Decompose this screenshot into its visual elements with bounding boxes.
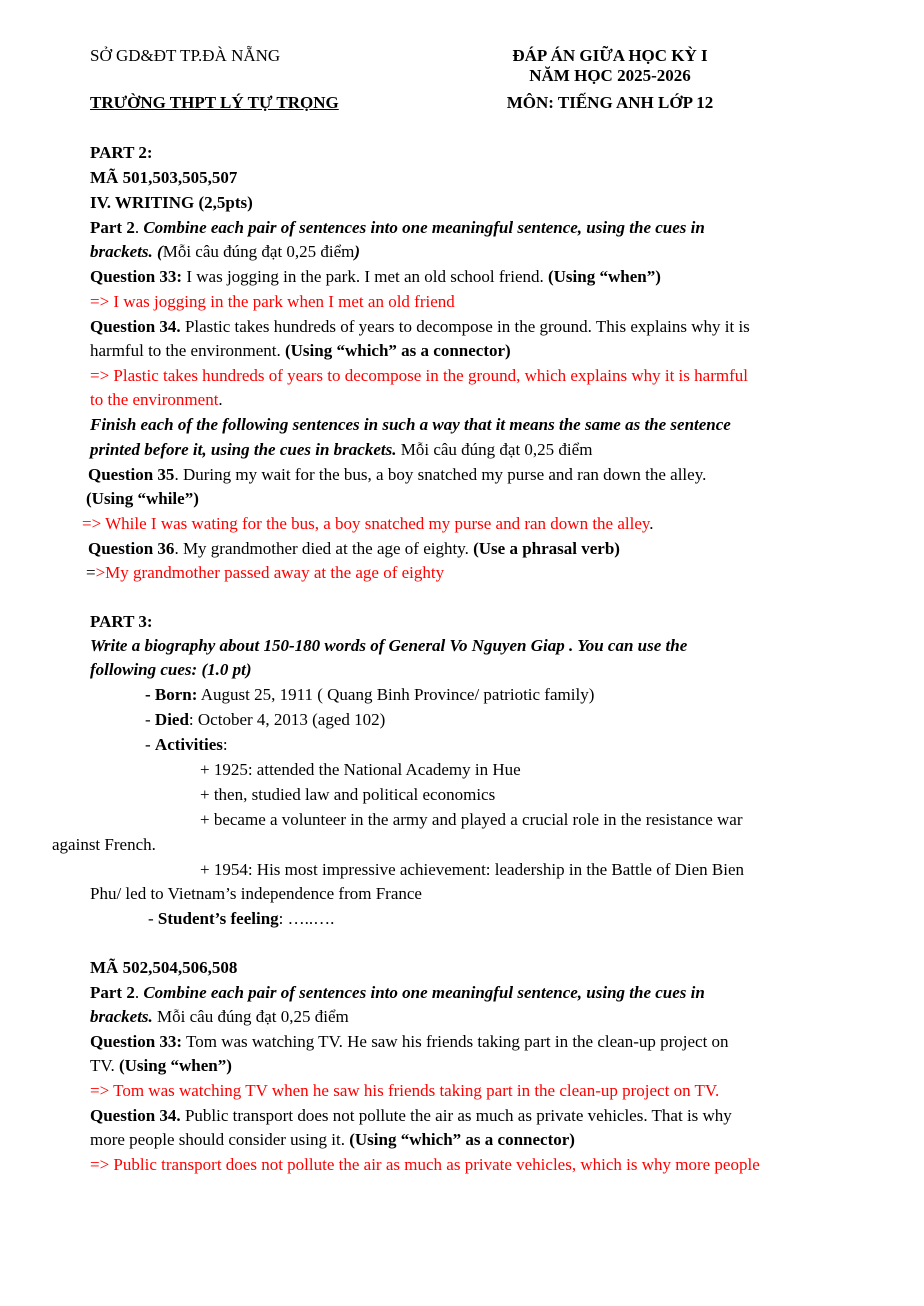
question-cue: (Using “which” as a connector): [284, 341, 511, 360]
question-label: Question 34.: [90, 317, 181, 336]
activity-army-line1: + became a volunteer in the army and played a crucial role in the resistance war: [200, 810, 743, 829]
subject-line: MÔN: TIẾNG ANH LỚP 12: [506, 93, 714, 112]
answer-end: .: [649, 514, 654, 533]
question-36: [88, 539, 620, 559]
answer-34-b: => Public transport does not pollute the air as much as private vehicles, which is why more people: [90, 1155, 760, 1174]
answer-33: => I was jogging in the park when I met an old friend: [90, 292, 455, 311]
answer-text: >My grandmother passed away at the age of eighty: [95, 563, 445, 582]
activity-army-line2: against French.: [52, 835, 156, 854]
instruction-1-line1: Part 2. Combine each pair of sentences into one meaningful sentence, using the cues in: [90, 218, 705, 237]
question-33-b-line1: [90, 1032, 729, 1052]
question-34-line1: [90, 317, 750, 337]
question-text: . During my wait for the bus, a boy snatched my purse and ran down the alley.: [174, 465, 707, 484]
answer-36: [86, 563, 444, 583]
question-35-cue: (Using “while”): [86, 489, 199, 508]
question-label: Question 33:: [90, 267, 183, 286]
cue-text: : October 4, 2013 (aged 102): [188, 710, 386, 729]
question-cue: (Using “which” as a connector): [349, 1130, 575, 1149]
answer-33-b: => Tom was watching TV when he saw his friends taking part in the clean-up project on TV.: [90, 1081, 720, 1100]
instruction-2-line2: [90, 1007, 349, 1027]
part2-heading: PART 2:: [90, 143, 153, 162]
question-text: Public transport does not pollute the air as much as private vehicles. That is why: [180, 1106, 732, 1125]
finish-instruction-line1: Finish each of the following sentences in such a way that it means the same as the sentence: [90, 415, 731, 434]
instruction-lead: Part 2: [90, 983, 135, 1002]
question-text: . My grandmother died at the age of eighty.: [174, 539, 474, 558]
department-name: SỞ GD&ĐT TP.ĐÀ NẴNG: [90, 46, 281, 65]
answer-text: to the environment: [90, 390, 219, 409]
cue-died: [145, 710, 385, 730]
paren-open: (: [157, 242, 163, 261]
question-label: Question 33:: [90, 1032, 183, 1051]
question-cue: (Use a phrasal verb): [473, 539, 620, 558]
activity-1925: + 1925: attended the National Academy in Hue: [200, 760, 521, 779]
instruction-text: Combine each pair of sentences into one meaningful sentence, using the cues in: [143, 983, 705, 1002]
school-year: NĂM HỌC 2025-2026: [529, 66, 691, 85]
finish-instruction-line2: [90, 440, 592, 460]
part3-prompt-line1: Write a biography about 150-180 words of General Vo Nguyen Giap . You can use the: [90, 636, 688, 655]
instruction-text-cont: brackets.: [90, 1007, 153, 1026]
question-label: Question 36: [88, 539, 175, 558]
instruction-text: Combine each pair of sentences into one meaningful sentence, using the cues in: [143, 218, 705, 237]
answer-arrow: =: [86, 563, 96, 582]
instruction-text: printed before it, using the cues in brackets.: [90, 440, 397, 459]
activity-1954-line2: Phu/ led to Vietnam’s independence from France: [90, 884, 422, 903]
question-text: Tom was watching TV. He saw his friends taking part in the clean-up project on: [182, 1032, 729, 1051]
cue-dash: -: [145, 710, 155, 729]
part3-prompt-line2: following cues: (1.0 pt): [90, 660, 252, 679]
cue-colon: :: [222, 735, 228, 754]
instruction-text-cont: brackets.: [90, 242, 153, 261]
cue-born: [145, 685, 594, 705]
doc-title: ĐÁP ÁN GIỮA HỌC KỲ I: [512, 46, 708, 65]
question-label: Question 35: [88, 465, 175, 484]
score-note: Mỗi câu đúng đạt 0,25 điểm: [152, 1007, 349, 1026]
instruction-2-line1: Part 2. Combine each pair of sentences into one meaningful sentence, using the cues in: [90, 983, 705, 1002]
cue-activities: [145, 735, 228, 755]
question-cue: (Using “when”): [547, 267, 661, 286]
cue-text: : …..….: [278, 909, 335, 928]
cue-dash: -: [148, 909, 158, 928]
answer-text: => While I was wating for the bus, a boy snatched my purse and ran down the alley: [82, 514, 650, 533]
question-34-b-line1: [90, 1106, 732, 1126]
cue-label: Student’s feeling: [157, 909, 279, 928]
question-35: [88, 465, 706, 485]
question-text: more people should consider using it.: [90, 1130, 350, 1149]
cue-label: Activities: [154, 735, 223, 754]
score-note: Mỗi câu đúng đạt 0,25 điểm: [162, 242, 355, 261]
question-text: harmful to the environment.: [90, 341, 285, 360]
cue-feeling: [148, 909, 334, 929]
activity-studies: + then, studied law and political economics: [200, 785, 496, 804]
exam-code-2: MÃ 502,504,506,508: [90, 958, 238, 977]
score-note: Mỗi câu đúng đạt 0,25 điểm: [396, 440, 593, 459]
paren-close: ): [354, 242, 361, 261]
question-label: Question 34.: [90, 1106, 181, 1125]
answer-35: [82, 514, 654, 534]
answer-end: .: [218, 390, 223, 409]
question-34-b-line2: [90, 1130, 575, 1150]
cue-label: - Born:: [145, 685, 198, 704]
question-text: TV.: [90, 1056, 119, 1075]
cue-text: August 25, 1911 ( Quang Binh Province/ patriotic family): [197, 685, 595, 704]
school-name: TRƯỜNG THPT LÝ TỰ TRỌNG: [90, 93, 339, 112]
cue-dash: -: [145, 735, 155, 754]
question-33: [90, 267, 661, 287]
writing-heading: IV. WRITING (2,5pts): [90, 193, 253, 212]
question-text: I was jogging in the park. I met an old school friend.: [182, 267, 548, 286]
part3-heading: PART 3:: [90, 612, 153, 631]
exam-code-1: MÃ 501,503,505,507: [90, 168, 238, 187]
activity-1954-line1: + 1954: His most impressive achievement: leadership in the Battle of Dien Bien: [200, 860, 745, 879]
question-34-line2: [90, 341, 511, 361]
cue-label: Died: [154, 710, 189, 729]
question-text: Plastic takes hundreds of years to decompose in the ground. This explains why it is: [180, 317, 750, 336]
instruction-lead: Part 2: [90, 218, 135, 237]
instruction-1-line2: [90, 242, 360, 262]
answer-34-line2: [90, 390, 223, 410]
question-33-b-line2: [90, 1056, 232, 1076]
question-cue: (Using “when”): [118, 1056, 232, 1075]
answer-34-line1: => Plastic takes hundreds of years to decompose in the ground, which explains why it is harmful: [90, 366, 748, 385]
